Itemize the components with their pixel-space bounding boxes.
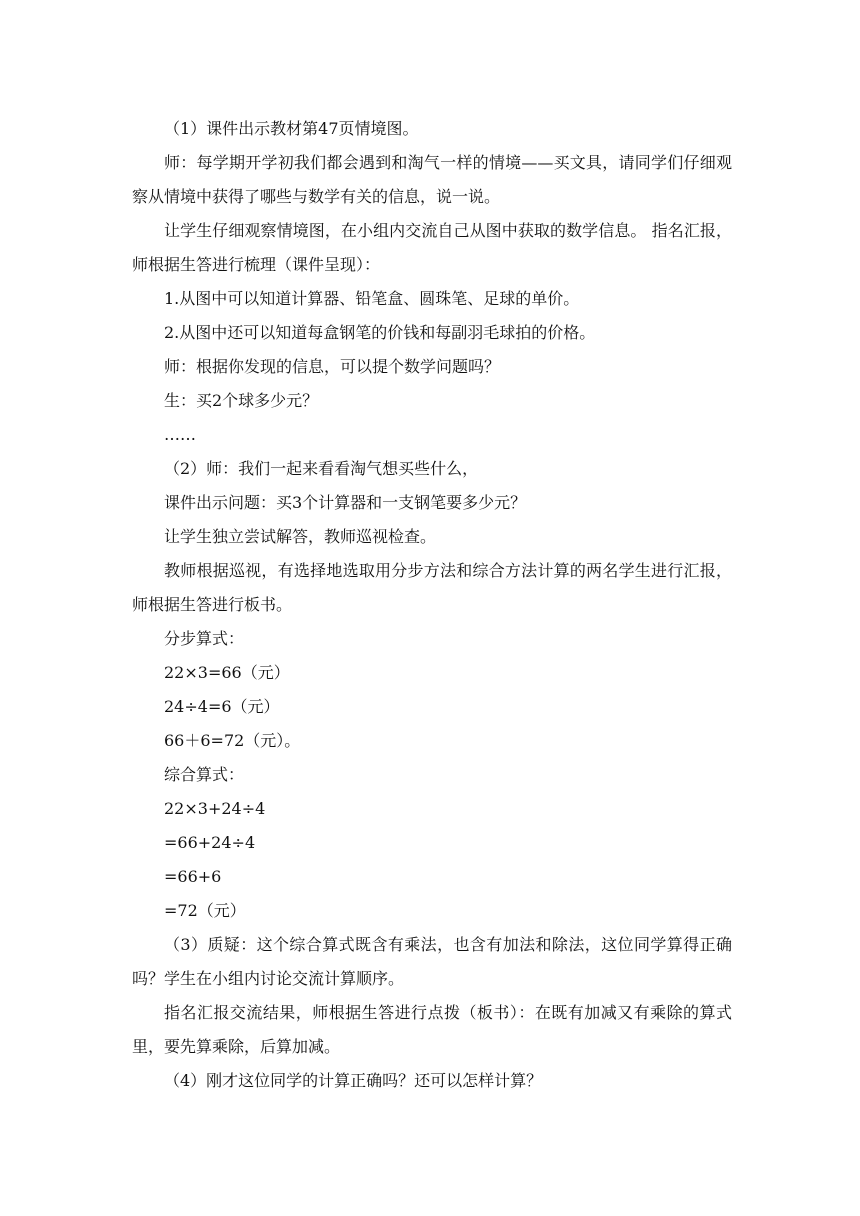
paragraph-11: 让学生独立尝试解答，教师巡视检查。 <box>164 527 437 546</box>
paragraph-6: 师：根据你发现的信息，可以提个数学问题吗？ <box>164 357 501 376</box>
equation-line-6: =66+6 <box>164 867 222 886</box>
equation-line-5: =66+24÷4 <box>164 833 256 852</box>
paragraph-12: 教师根据巡视，有选择地选取用分步方法和综合方法计算的两名学生进行汇报，师根据生答进行板书。 <box>132 561 732 614</box>
paragraph-4: 1.从图中可以知道计算器、铅笔盒、圆珠笔、足球的单价。 <box>164 289 580 308</box>
paragraph-2: 师：每学期开学初我们都会遇到和淘气一样的情境——买文具，请同学们仔细观察从情境中获得了哪些与数学有关的信息，说一说。 <box>132 153 732 206</box>
paragraph-22: （3）质疑：这个综合算式既含有乘法，也含有加法和除法，这位同学算得正确吗？学生在小组内讨论交流计算顺序。 <box>132 935 732 988</box>
paragraph-17: 综合算式： <box>164 765 245 784</box>
equation-line-7: =72（元） <box>164 901 246 920</box>
paragraph-3: 让学生仔细观察情境图，在小组内交流自己从图中获取的数学信息。 指名汇报，师根据生答进行梳理（课件呈现）： <box>132 221 732 274</box>
paragraph-10: 课件出示问题：买3个计算器和一支钢笔要多少元？ <box>164 493 527 512</box>
paragraph-7: 生：买2个球多少元？ <box>164 391 319 410</box>
paragraph-1: （1）课件出示教材第47页情境图。 <box>164 119 419 138</box>
paragraph-24: （4）刚才这位同学的计算正确吗？还可以怎样计算？ <box>164 1071 543 1090</box>
document-body <box>132 112 732 1098</box>
equation-line-2: 24÷4=6（元） <box>164 697 280 716</box>
paragraph-5: 2.从图中还可以知道每盒钢笔的价钱和每副羽毛球拍的价格。 <box>164 323 596 342</box>
equation-line-4: 22×3+24÷4 <box>164 799 266 818</box>
paragraph-9: （2）师：我们一起来看看淘气想买些什么， <box>164 459 479 478</box>
paragraph-8: …… <box>164 425 196 444</box>
equation-line-3: 66＋6=72（元）。 <box>164 731 301 750</box>
paragraph-13: 分步算式： <box>164 629 245 648</box>
equation-line-1: 22×3=66（元） <box>164 663 290 682</box>
paragraph-23: 指名汇报交流结果，师根据生答进行点拨（板书）：在既有加减又有乘除的算式里，要先算乘除，后算加减。 <box>132 1003 732 1056</box>
